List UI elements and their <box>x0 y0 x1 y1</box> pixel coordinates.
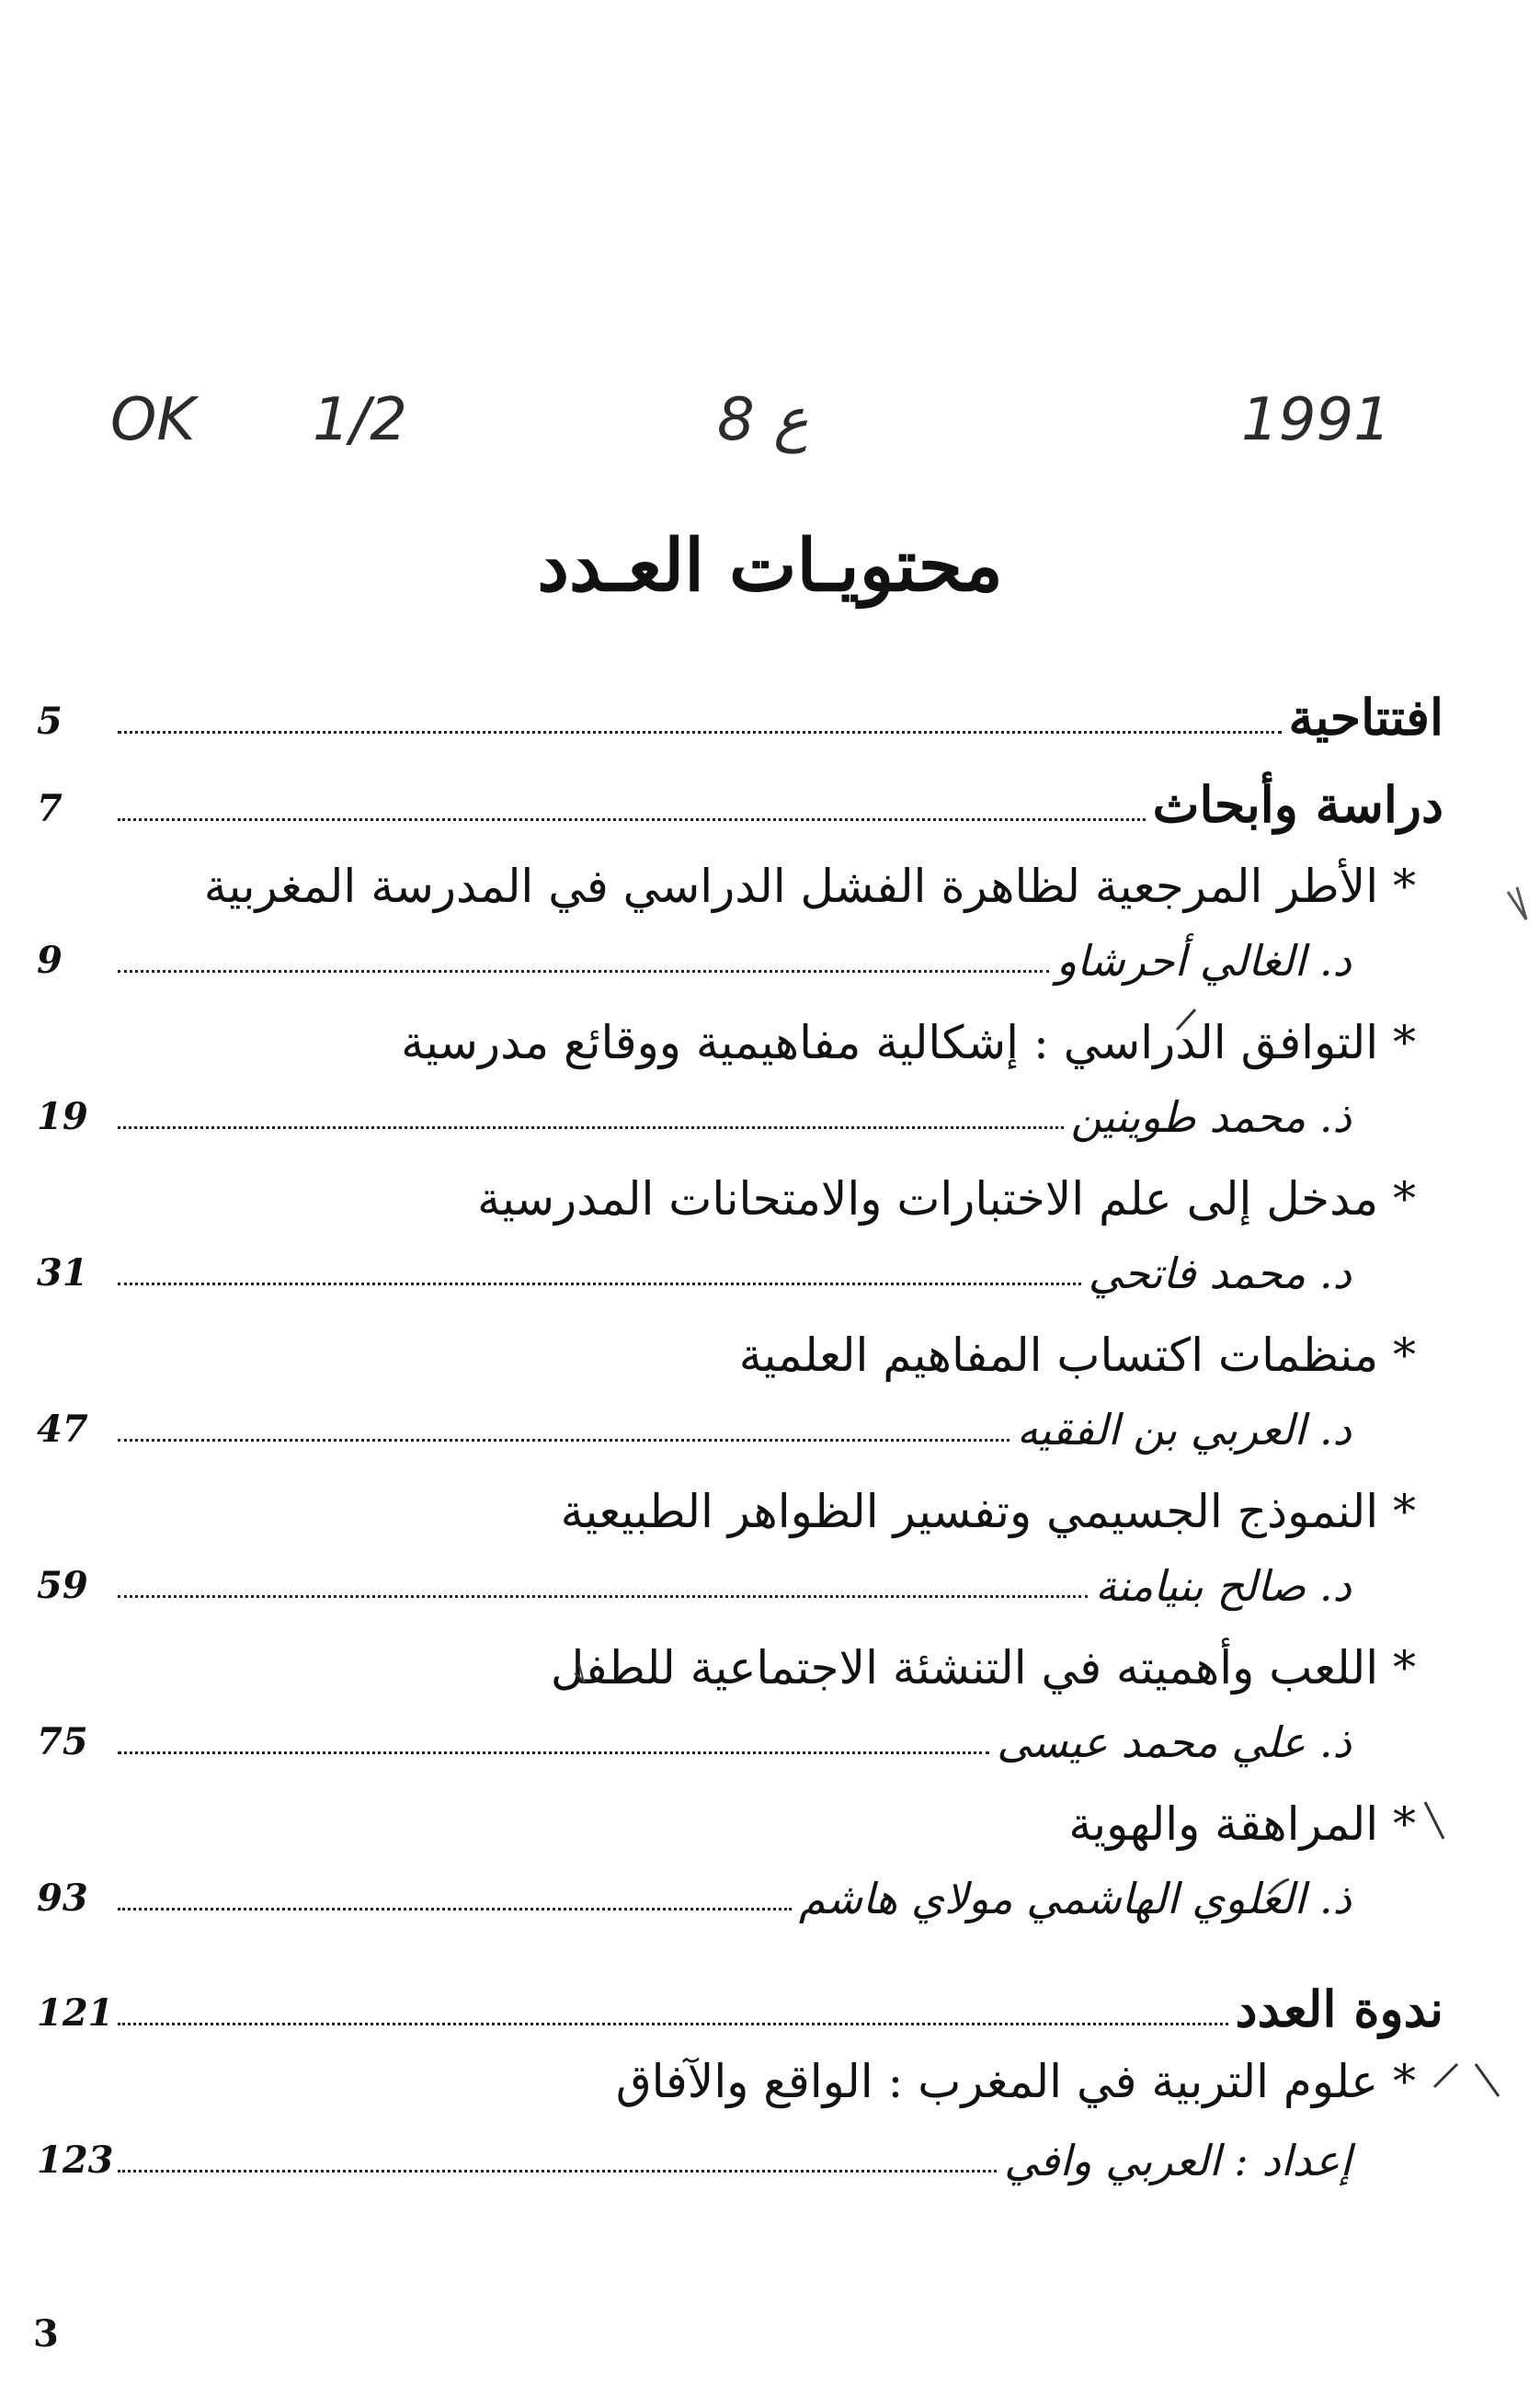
toc-entry-article <box>37 2110 1443 2193</box>
page-ref: 5 <box>37 700 63 743</box>
section-heading: افتتاحية <box>1288 688 1443 747</box>
toc-entry-article <box>37 910 1443 993</box>
article-author: ذ. محمد طوينين <box>1070 1092 1352 1142</box>
article-title: * منظمات اكتساب المفاهيم العلمية <box>738 1329 1416 1382</box>
dot-leader <box>118 1751 989 1754</box>
toc-entry-article <box>37 1067 1443 1149</box>
page-ref: 19 <box>37 1095 88 1138</box>
page-ref: 7 <box>37 787 63 830</box>
article-author: إعداد : العربي وافي <box>1004 2136 1352 2185</box>
article-author: د. العربي بن الفقيه <box>1016 1405 1352 1454</box>
toc-entry-article <box>37 1223 1443 1306</box>
toc-entry-article <box>37 1848 1443 1931</box>
page-ref: 47 <box>37 1408 88 1451</box>
dot-leader <box>118 1439 1010 1442</box>
section-heading: دراسة وأبحاث <box>1152 775 1443 834</box>
dot-leader <box>118 2170 997 2173</box>
handnote-issue: 1/2 <box>313 386 407 454</box>
dot-leader <box>118 2023 1228 2025</box>
article-title: * النموذج الجسيمي وتفسير الظواهر الطبيعية <box>560 1485 1416 1538</box>
page-ref: 121 <box>37 1991 114 2035</box>
dot-leader <box>118 1595 1088 1598</box>
dot-leader <box>118 1908 792 1911</box>
section-heading: ندوة العدد <box>1235 1979 1443 2038</box>
dot-leader <box>118 1126 1064 1129</box>
article-title: * المراهقة والهوية <box>1068 1797 1416 1851</box>
toc-entry-nadwa <box>37 1963 1443 2046</box>
article-author: ذ. العلوي الهاشمي مولاي هاشم <box>798 1874 1352 1923</box>
page-ref: 9 <box>37 939 63 982</box>
dot-leader <box>118 970 1049 973</box>
toc-entry-iftitahiya <box>37 671 1443 754</box>
page-number: 3 <box>33 2312 59 2355</box>
page-title: محتويـات العـدد <box>537 524 1003 608</box>
article-title: * اللعب وأهميته في التنشئة الاجتماعية للطفل <box>550 1641 1416 1694</box>
toc-entry-dirasat <box>37 759 1443 841</box>
toc-entry-article <box>37 1379 1443 1462</box>
page-ref: 59 <box>37 1564 88 1607</box>
handnote-ok: OK <box>110 386 196 454</box>
dot-leader <box>118 731 1282 734</box>
article-author: د. صالح بنيامنة <box>1095 1561 1352 1611</box>
page-ref: 123 <box>37 2139 114 2182</box>
dot-leader <box>118 818 1146 821</box>
article-title: * مدخل إلى علم الاختبارات والامتحانات المدرسية <box>477 1172 1416 1226</box>
handwritten-annotation <box>0 368 1540 478</box>
article-author: ذ. علي محمد عيسى <box>997 1717 1352 1767</box>
article-title: * علوم التربية في المغرب : الواقع والآفاق <box>615 2055 1416 2108</box>
page-ref: 93 <box>37 1876 88 1920</box>
handnote-year: 1991 <box>1241 386 1391 454</box>
article-title: * التوافق الدراسي : إشكالية مفاهيمية ووقائع مدرسية <box>401 1016 1416 1069</box>
dot-leader <box>118 1283 1081 1285</box>
page-ref: 31 <box>37 1251 88 1295</box>
toc-entry-article <box>37 1535 1443 1618</box>
article-author: د. الغالي أحرشاو <box>1055 936 1352 986</box>
margin-mark-icon <box>1434 2064 1499 2096</box>
handnote-number: 8 ع <box>717 386 809 454</box>
article-title: * الأطر المرجعية لظاهرة الفشل الدراسي في المدرسة المغربية <box>203 860 1416 913</box>
margin-mark-icon <box>1508 887 1526 919</box>
toc-entry-article <box>37 1692 1443 1774</box>
page-ref: 75 <box>37 1720 88 1763</box>
article-author: د. محمد فاتحي <box>1088 1249 1352 1298</box>
